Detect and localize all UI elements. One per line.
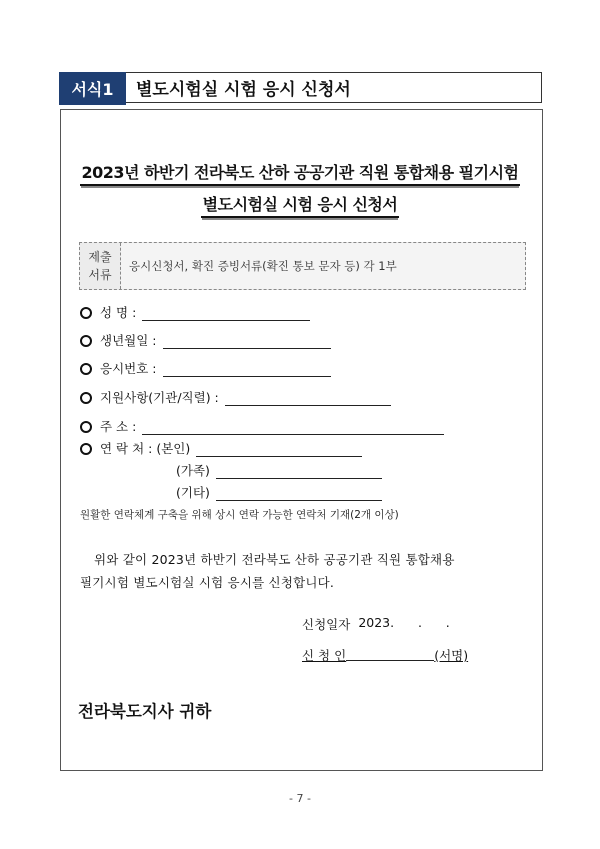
address-label: 주 소 :: [100, 419, 137, 434]
form-heading: 별도시험실 시험 응시 신청서: [126, 72, 542, 103]
signature-blank[interactable]: [346, 646, 434, 661]
contact-field: [80, 439, 362, 457]
form-number-tag: 서식1: [59, 72, 126, 105]
contact-label: 연 락 처 : (본인): [100, 441, 191, 456]
applied-field: [80, 388, 391, 406]
exam-number-field: [80, 359, 331, 377]
contact-family-field: [176, 461, 382, 479]
form-title-line2: 별도시험실 시험 응시 신청서: [0, 192, 600, 215]
page-number: - 7 -: [289, 792, 311, 805]
birth-field: [80, 331, 331, 349]
date-value[interactable]: 2023. . .: [358, 615, 450, 630]
circle-bullet-icon: [80, 421, 92, 433]
documents-text: 응시신청서, 확진 증빙서류(확진 통보 문자 등) 각 1부: [121, 243, 525, 289]
exam-number-blank[interactable]: [163, 362, 331, 377]
applicant-label: 신 청 인: [302, 648, 347, 663]
contact-other-field: [176, 483, 382, 501]
circle-bullet-icon: [80, 392, 92, 404]
contact-family-blank[interactable]: [216, 464, 382, 479]
addressee: 전라북도지사 귀하: [78, 702, 212, 721]
contact-other-label: (기타): [176, 485, 210, 500]
signature-mark: (서명): [434, 648, 469, 663]
circle-bullet-icon: [80, 443, 92, 455]
name-label: 성 명 :: [100, 305, 137, 320]
contact-family-label: (가족): [176, 463, 210, 478]
date-label: 신청일자: [302, 617, 351, 632]
address-field: [80, 417, 444, 435]
contact-note: 원활한 연락체계 구축을 위해 상시 연락 가능한 연락처 기재(2개 이상): [80, 509, 399, 521]
name-blank[interactable]: [142, 306, 310, 321]
birth-blank[interactable]: [163, 334, 331, 349]
name-field: [80, 303, 310, 321]
statement-line2: 필기시험 별도시험실 시험 응시를 신청합니다.: [80, 575, 335, 590]
statement-line1: 위와 같이 2023년 하반기 전라북도 산하 공공기관 직원 통합채용: [94, 552, 455, 567]
applied-label: 지원사항(기관/직렬) :: [100, 390, 219, 405]
circle-bullet-icon: [80, 307, 92, 319]
form-title-line1: 2023년 하반기 전라북도 산하 공공기관 직원 통합채용 필기시험: [0, 160, 600, 183]
application-date: [302, 615, 450, 633]
address-blank[interactable]: [142, 420, 444, 435]
contact-self-blank[interactable]: [196, 442, 362, 457]
circle-bullet-icon: [80, 335, 92, 347]
applicant-signature: [302, 646, 468, 664]
exam-number-label: 응시번호 :: [100, 361, 157, 376]
circle-bullet-icon: [80, 363, 92, 375]
required-documents-box: [79, 242, 526, 290]
documents-label: 제출 서류: [80, 243, 121, 289]
applied-blank[interactable]: [225, 391, 391, 406]
contact-other-blank[interactable]: [216, 486, 382, 501]
birth-label: 생년월일 :: [100, 333, 157, 348]
